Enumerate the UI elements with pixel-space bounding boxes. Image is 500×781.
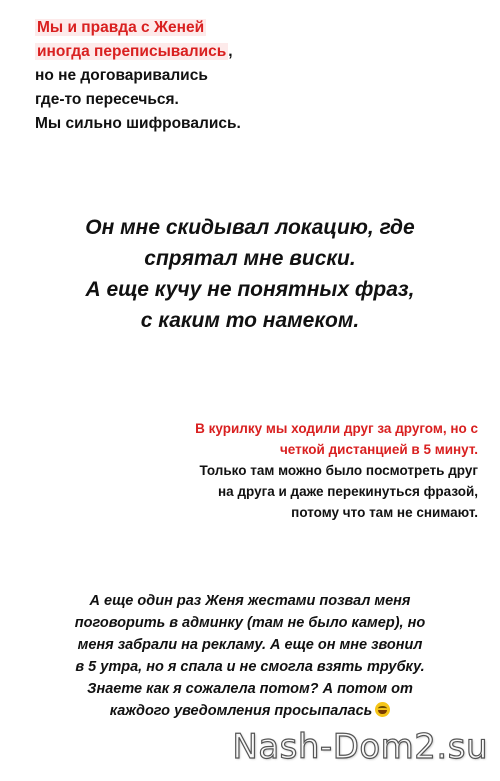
text-line: Мы сильно шифровались. (35, 115, 241, 132)
highlighted-text: Мы и правда с Женей (37, 19, 205, 36)
text-line: меня забрали на рекламу. А еще он мне звонил (77, 637, 423, 653)
text-line: Он мне скидывал локацию, где (85, 216, 415, 239)
text-line: в 5 утра, но я спала и не смогла взять трубку. (75, 659, 425, 675)
story-text-block-4 (40, 590, 460, 722)
text-line: поговорить в админку (там не было камер), но (74, 615, 426, 631)
story-text-block-1 (35, 16, 241, 136)
last-line-text: каждого уведомления просыпалась (109, 703, 373, 719)
text-line: где-то пересечься. (35, 91, 179, 108)
text-line: А еще кучу не понятных фраз, (85, 278, 415, 301)
text-line: спрятал мне виски. (144, 247, 356, 270)
text-line: Только там можно было посмотреть друг (199, 463, 478, 478)
text-line: с каким то намеком. (140, 309, 360, 332)
text-line (35, 40, 241, 64)
comma: , (228, 43, 233, 60)
highlighted-text: иногда переписывались (37, 43, 227, 60)
text-line: А еще один раз Женя жестами позвал меня (89, 593, 411, 609)
text-line: но не договаривались (35, 67, 208, 84)
story-text-block-2 (40, 212, 460, 336)
text-line (35, 16, 241, 40)
red-text-line: четкой дистанцией в 5 минут. (279, 442, 478, 457)
story-text-block-3 (38, 418, 478, 523)
watermark: Nash-Dom2.su (232, 727, 488, 767)
red-text-line: В курилку мы ходили друг за другом, но с (195, 421, 478, 436)
text-line: потому что там не снимают. (291, 505, 478, 520)
text-line (40, 700, 460, 722)
text-line: Знаете как я сожалела потом? А потом от (87, 681, 413, 697)
laughing-face-icon (375, 702, 390, 717)
text-line: на друга и даже перекинуться фразой, (218, 484, 478, 499)
